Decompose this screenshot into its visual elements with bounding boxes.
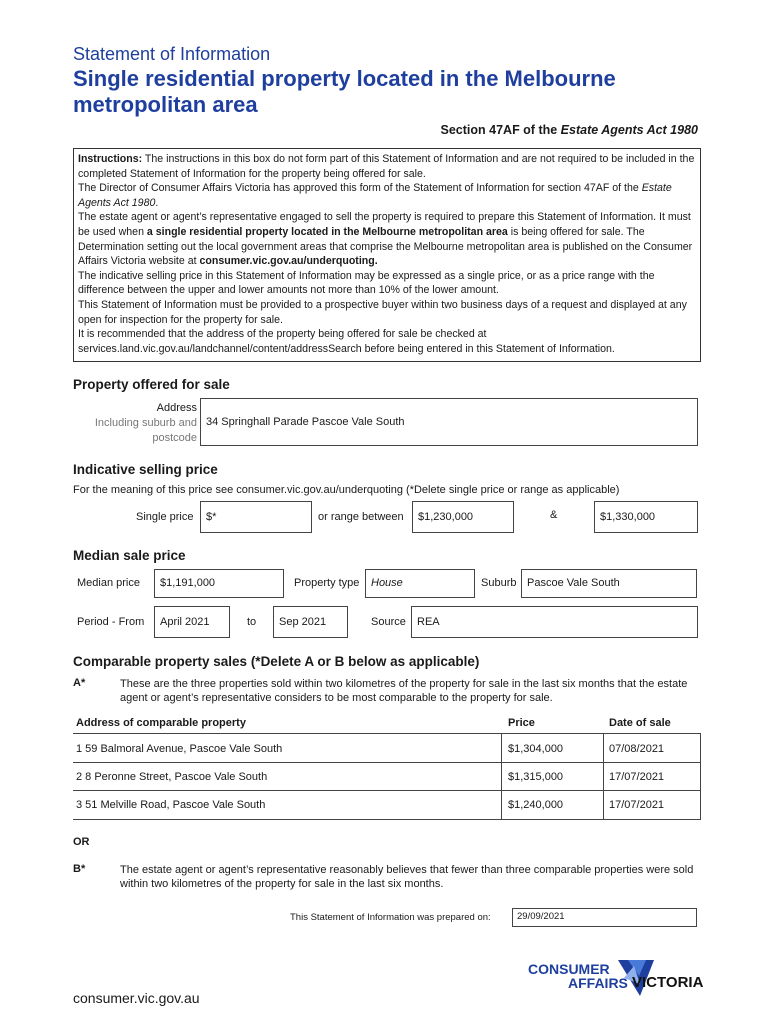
comparable-heading: Comparable property sales (*Delete A or B below as applicable) (73, 654, 480, 669)
period-to-label: to (247, 616, 257, 628)
table-row[interactable] (73, 791, 701, 820)
suburb-field[interactable]: Pascoe Vale South (521, 569, 697, 598)
consumer-affairs-victoria-logo: CONSUMER AFFAIRS VICTORIA (528, 958, 703, 1006)
address-field[interactable]: 34 Springhall Parade Pascoe Vale South (200, 398, 698, 446)
row-address: 2 8 Peronne Street, Pascoe Vale South (76, 771, 268, 783)
option-b-marker: B* (73, 863, 86, 875)
or-label: OR (73, 836, 90, 848)
document-title: Single residential property located in the Melbourne metropolitan area (73, 66, 616, 117)
section-reference: Section 47AF of the Estate Agents Act 1980 (440, 123, 698, 137)
property-type-label: Property type (294, 577, 360, 589)
table-row[interactable] (73, 763, 701, 791)
source-label: Source (371, 616, 406, 628)
footer-url[interactable]: consumer.vic.gov.au (73, 990, 200, 1006)
col-price-header: Price (508, 717, 535, 729)
indicative-heading: Indicative selling price (73, 462, 218, 477)
row-price: $1,315,000 (508, 771, 564, 783)
range-label: or range between (318, 511, 404, 523)
median-price-field[interactable]: $1,191,000 (154, 569, 284, 598)
property-type-field[interactable]: House (365, 569, 475, 598)
single-price-label: Single price (136, 511, 194, 523)
range-high-field[interactable]: $1,330,000 (594, 501, 698, 533)
col-date-header: Date of sale (609, 717, 671, 729)
document-subtitle: Statement of Information (73, 44, 271, 64)
comparable-table (73, 733, 701, 819)
address-label: Address Including suburb and postcode (94, 402, 197, 444)
prepared-on-field[interactable]: 29/09/2021 (512, 908, 697, 927)
option-a-marker: A* (73, 677, 86, 689)
period-from-label: Period - From (77, 616, 145, 628)
median-heading: Median sale price (73, 548, 186, 563)
range-low-field[interactable]: $1,230,000 (412, 501, 514, 533)
row-price: $1,304,000 (508, 743, 564, 755)
period-from-field[interactable]: April 2021 (154, 606, 230, 638)
col-address-header: Address of comparable property (76, 717, 246, 729)
prepared-on-label: This Statement of Information was prepared on: (290, 912, 491, 923)
indicative-note: For the meaning of this price see consumer.vic.gov.au/underquoting (*Delete single price or range as applicable) (73, 484, 620, 496)
row-price: $1,240,000 (508, 799, 564, 811)
median-price-label: Median price (77, 577, 140, 589)
period-to-field[interactable]: Sep 2021 (273, 606, 348, 638)
row-address: 3 51 Melville Road, Pascoe Vale South (76, 799, 266, 811)
option-b-text: The estate agent or agent’s representative reasonably believes that fewer than three comparable properties were sold within two kilometres of the property for sale in the last six months. (120, 864, 694, 890)
option-a-text: These are the three properties sold within two kilometres of the property for sale in the last six months that the estate agent or agent’s representative considers to be most comparable to the property for sale. (120, 678, 688, 704)
source-field[interactable]: REA (411, 606, 698, 638)
property-heading: Property offered for sale (73, 377, 230, 392)
table-row[interactable] (73, 734, 701, 763)
instructions-box: Instructions: The instructions in this box do not form part of this Statement of Information and are not required to be included in the completed Statement of Information for the property being offered for sale. The Director of Consumer Affairs Victoria has approved this form of the Statement of Information for section 47AF of the Estate Agents Act 1980. The estate agent or agent’s representative engaged to sell the property is required to prepare this Statement of Information. It must be used when a single residential property located in the Melbourne metropolitan area is being offered for sale. The Determination setting out the local government areas that comprise the Melbourne metropolitan area is published on the Consumer Affairs Victoria website at consumer.vic.gov.au/underquoting. The indicative selling price in this Statement of Information may be expressed as a single price, or as a price range with the difference between the upper and lower amounts not more than 10% of the lower amount. This Statement of Information must be provided to a prospective buyer within two business days of a request and displayed at any open for inspection for the property for sale. It is recommended that the address of the property being offered for sale be checked at services.land.vic.gov.au/landchannel/content/addressSearch before being entered in this Statement of Information. (73, 148, 701, 362)
row-address: 1 59 Balmoral Avenue, Pascoe Vale South (76, 743, 283, 755)
row-date: 17/07/2021 (609, 771, 665, 783)
underquoting-link[interactable]: consumer.vic.gov.au/underquoting. (199, 255, 378, 268)
suburb-label: Suburb (481, 577, 517, 589)
range-ampersand: & (550, 509, 558, 521)
row-date: 07/08/2021 (609, 743, 665, 755)
single-price-field[interactable]: $* (200, 501, 312, 533)
row-date: 17/07/2021 (609, 799, 665, 811)
